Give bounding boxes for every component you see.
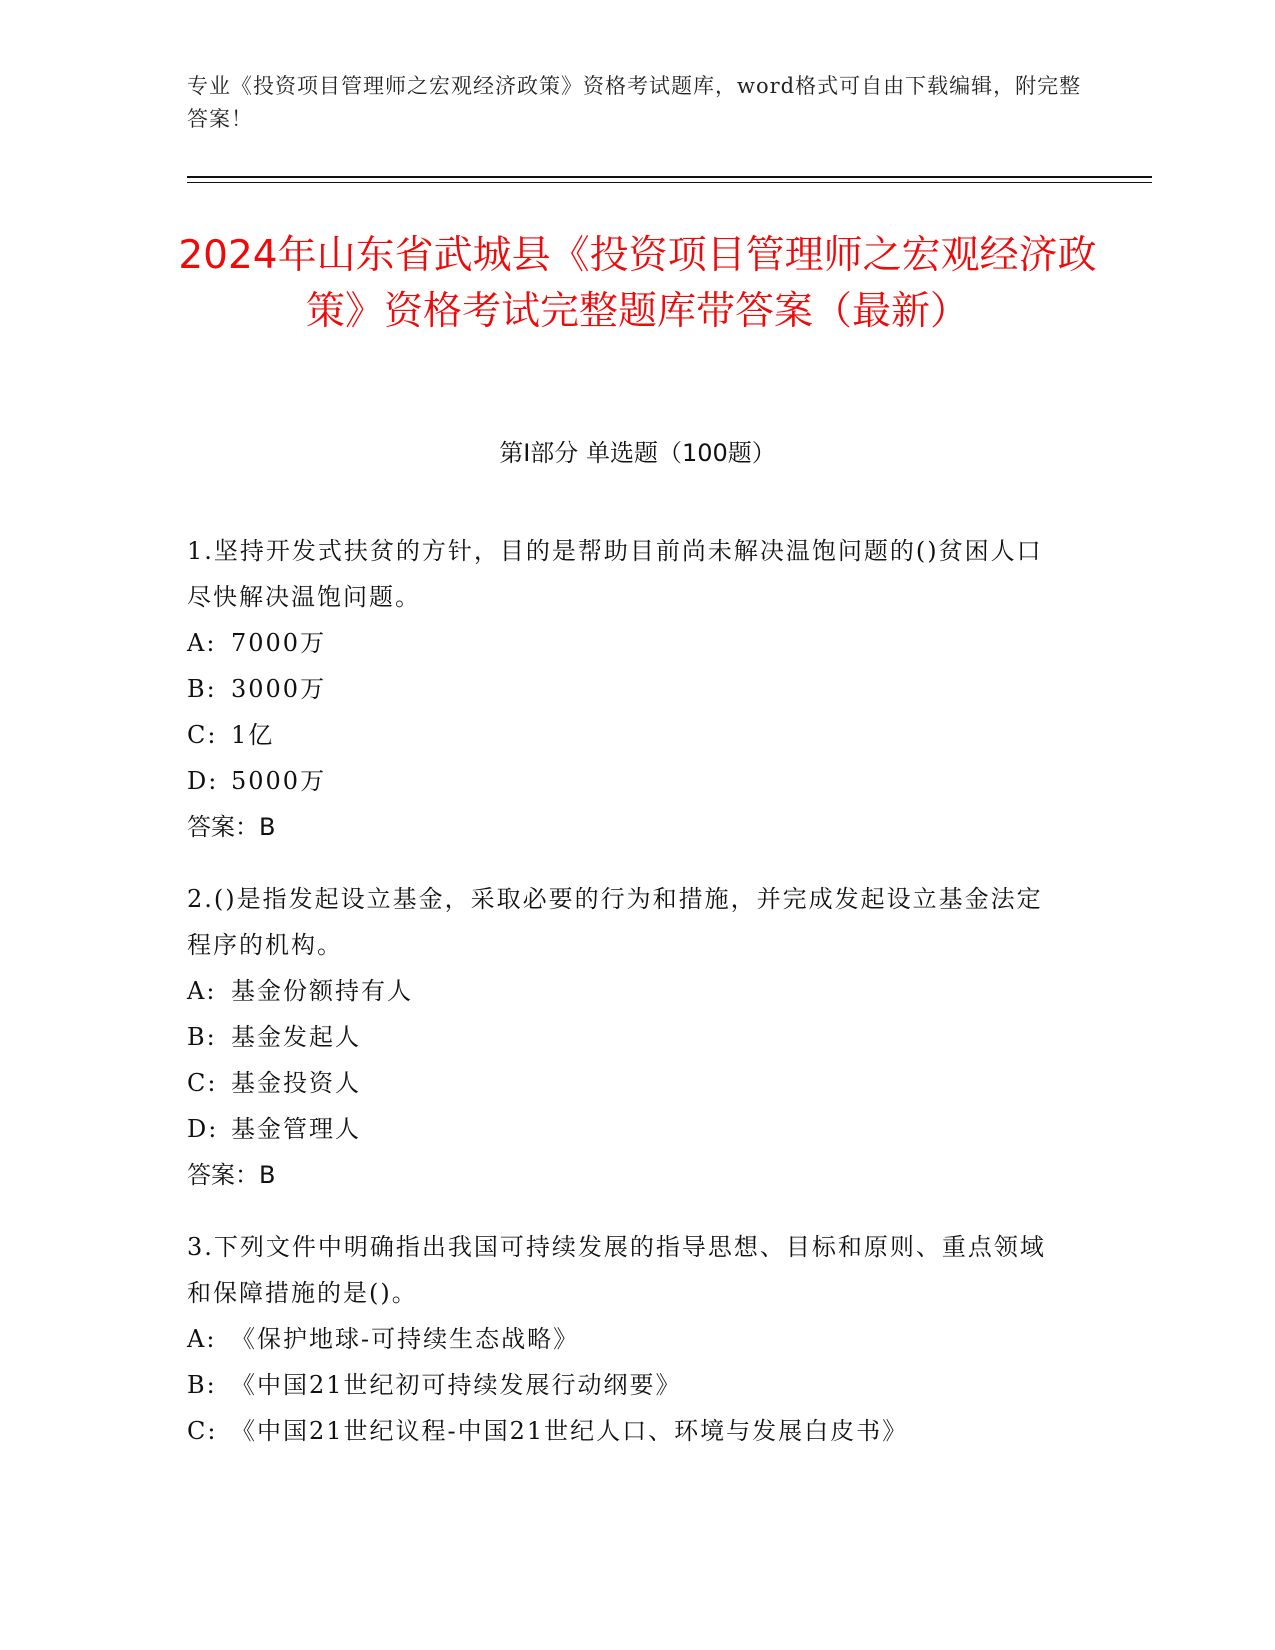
option-letter: B: <box>187 1371 217 1399</box>
option-letter: B: <box>187 1023 217 1051</box>
option-text: 《中国21世纪议程-中国21世纪人口、环境与发展白皮书》 <box>231 1417 909 1445</box>
option-text: 基金投资人 <box>231 1069 361 1097</box>
question-stem: 2.()是指发起设立基金，采取必要的行为和措施，并完成发起设立基金法定程序的机构。 <box>187 885 1043 959</box>
option-text: 3000万 <box>231 675 327 703</box>
option-letter: C: <box>187 721 218 749</box>
option-b <box>187 666 1067 712</box>
option-letter: B: <box>187 675 217 703</box>
section-title: 第I部分 单选题（100题） <box>499 439 776 467</box>
document-title: 2024年山东省武城县《投资项目管理师之宏观经济政策》资格考试完整题库带答案（最新） <box>178 233 1097 334</box>
header-note: 专业《投资项目管理师之宏观经济政策》资格考试题库，word格式可自由下载编辑，附完整答案！ <box>187 74 1082 131</box>
option-d <box>187 758 1067 804</box>
question-1 <box>187 528 1067 850</box>
question-stem: 1.坚持开发式扶贫的方针，目的是帮助目前尚未解决温饱问题的()贫困人口尽快解决温饱问题。 <box>187 537 1043 611</box>
question-list <box>187 528 1067 1480</box>
header-rule-thin <box>187 182 1152 183</box>
option-text: 基金份额持有人 <box>231 977 413 1005</box>
option-text: 《中国21世纪初可持续发展行动纲要》 <box>231 1371 682 1399</box>
option-c <box>187 1408 1067 1454</box>
option-a <box>187 968 1067 1014</box>
question-3 <box>187 1224 1067 1454</box>
option-b <box>187 1014 1067 1060</box>
option-text: 1亿 <box>231 721 275 749</box>
option-letter: D: <box>187 1115 219 1143</box>
option-d <box>187 1106 1067 1152</box>
answer-line: 答案：B <box>187 1161 276 1189</box>
option-letter: A: <box>187 977 217 1005</box>
option-letter: A: <box>187 629 217 657</box>
question-2 <box>187 876 1067 1198</box>
option-letter: C: <box>187 1417 218 1445</box>
option-text: 5000万 <box>231 767 327 795</box>
option-letter: D: <box>187 767 219 795</box>
option-letter: C: <box>187 1069 218 1097</box>
option-text: 《保护地球-可持续生态战略》 <box>231 1325 580 1353</box>
option-c <box>187 712 1067 758</box>
option-text: 基金发起人 <box>231 1023 361 1051</box>
header-rule-thick <box>187 176 1152 178</box>
option-a <box>187 1316 1067 1362</box>
option-a <box>187 620 1067 666</box>
option-text: 7000万 <box>231 629 327 657</box>
answer-line: 答案：B <box>187 813 276 841</box>
option-text: 基金管理人 <box>231 1115 361 1143</box>
option-letter: A: <box>187 1325 217 1353</box>
option-b <box>187 1362 1067 1408</box>
question-stem: 3.下列文件中明确指出我国可持续发展的指导思想、目标和原则、重点领域和保障措施的是()。 <box>187 1233 1046 1307</box>
option-c <box>187 1060 1067 1106</box>
